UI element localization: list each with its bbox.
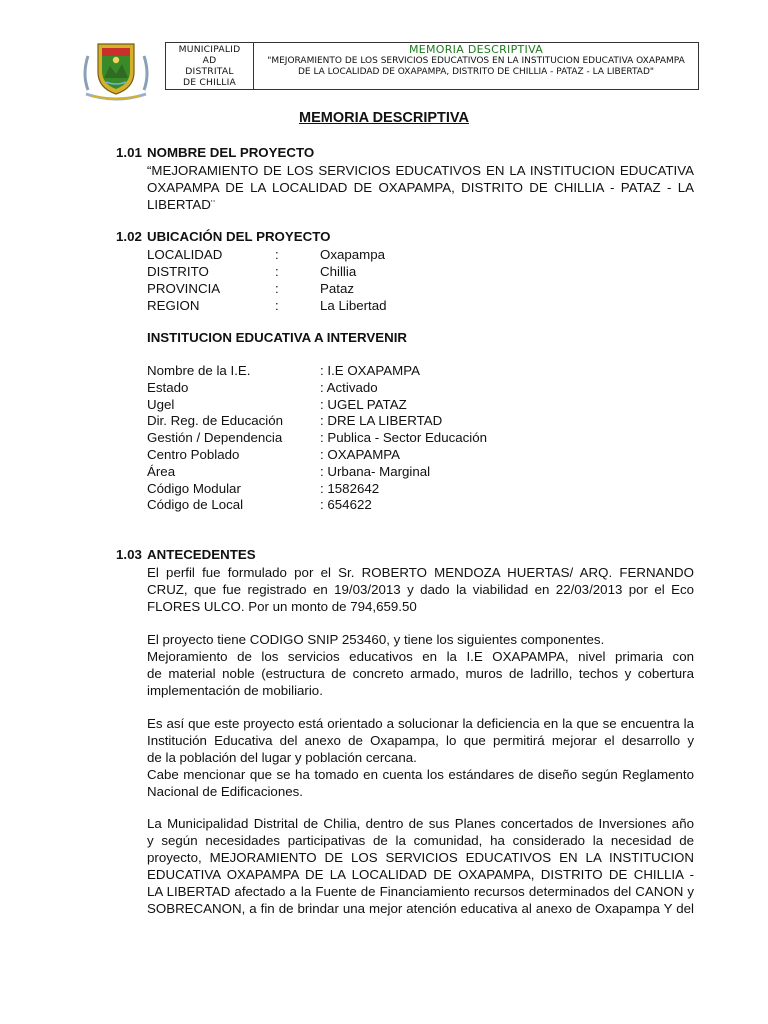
institution-row: [147, 447, 487, 464]
location-table: [147, 246, 387, 314]
header-project: [254, 43, 698, 89]
text-line: El proyecto tiene CODIGO SNIP 253460, y tiene los siguientes componentes.: [147, 632, 605, 647]
section-number: 1.02: [116, 229, 142, 244]
institution-label: Centro Poblado: [147, 446, 240, 462]
location-sep: :: [275, 247, 279, 262]
location-value: Pataz: [320, 281, 355, 296]
text-line: “MEJORAMIENTO DE LOS SERVICIOS EDUCATIVOS EN LA INSTITUCION EDUCATIVA: [147, 163, 694, 178]
institution-value: : Publica - Sector Educación: [320, 430, 488, 446]
section-title: UBICACIÓN DEL PROYECTO: [147, 229, 331, 244]
text-line: y según necesidades participativas de la comunidad, ha considerado la necesidad de: [147, 833, 694, 848]
antecedentes-paragraph-3: [147, 715, 694, 800]
institution-row: [147, 363, 487, 380]
text-line: OXAPAMPA DE LA LOCALIDAD DE OXAPAMPA, DISTRITO DE CHILLIA - PATAZ - LA: [147, 180, 694, 195]
municipality-line: DISTRITAL: [185, 66, 234, 77]
institution-row: [147, 380, 487, 397]
institution-value: : 654622: [320, 497, 372, 513]
document-title: MEMORIA DESCRIPTIVA: [299, 110, 469, 126]
institution-row: [147, 430, 487, 447]
section-title: ANTECEDENTES: [147, 547, 256, 562]
institution-row: [147, 397, 487, 414]
institution-row: [147, 464, 487, 481]
institution-row: [147, 413, 487, 430]
location-row: [147, 263, 387, 280]
section-heading-1-02: [116, 229, 330, 244]
institution-value: : DRE LA LIBERTAD: [320, 413, 443, 429]
institution-label: Código Modular: [147, 480, 241, 496]
municipality-line: MUNICIPALID: [178, 44, 241, 55]
institution-value: : UGEL PATAZ: [320, 396, 407, 412]
header-title: MEMORIA DESCRIPTIVA: [408, 43, 544, 56]
location-sep: :: [275, 281, 279, 296]
antecedentes-paragraph-1: [147, 564, 694, 615]
text-line: LIBERTAD¨: [147, 197, 216, 212]
text-line: La Municipalidad Distrital de Chilia, dentro de sus Planes concertados de Inversiones año: [147, 816, 694, 831]
section-title: NOMBRE DEL PROYECTO: [147, 145, 315, 160]
institution-table: [147, 363, 487, 514]
institution-label: Ugel: [147, 396, 175, 412]
institution-row: [147, 497, 487, 514]
text-line: Cabe mencionar que se ha tomado en cuenta los estándares de diseño según Reglamento: [147, 767, 694, 782]
text-line: Institución Educativa del anexo de Oxapampa, lo que permitirá mejorar el desarrollo y: [147, 733, 694, 748]
text-line: SOBRECANON, a fin de brindar una mejor atención educativa al anexo de Oxapampa Y del: [147, 901, 694, 916]
section-heading-1-03: [116, 547, 256, 562]
institution-row: [147, 481, 487, 498]
location-row: [147, 246, 387, 263]
location-sep: :: [275, 298, 279, 313]
institution-label: Gestión / Dependencia: [147, 430, 283, 446]
institution-label: Área: [147, 463, 176, 479]
institution-value: : Activado: [320, 379, 378, 395]
institution-label: Código de Local: [147, 497, 244, 513]
text-line: de la población del lugar y población cercana.: [147, 750, 417, 765]
institution-value: : 1582642: [320, 480, 380, 496]
text-line: EDUCATIVA OXAPAMPA DE LA LOCALIDAD DE OXAPAMPA, DISTRITO DE CHILLIA -: [147, 867, 694, 882]
text-line: LA LIBERTAD afectado a la Fuente de Financiamiento recursos determinados del CANON y: [147, 884, 694, 899]
location-value: Oxapampa: [320, 247, 386, 262]
text-line: proyecto, MEJORAMIENTO DE LOS SERVICIOS EDUCATIVOS EN LA INSTITUCION: [147, 850, 694, 865]
text-line: CRUZ, que fue registrado en 19/03/2013 y dado la viabilidad en 22/03/2013 por el Eco: [147, 582, 694, 597]
text-line: FLORES ULCO. Por un monto de 794,659.50: [147, 599, 417, 614]
institution-label: Nombre de la I.E.: [147, 363, 251, 378]
section-number: 1.03: [116, 547, 142, 562]
text-line: implementación de mobiliario.: [147, 683, 323, 698]
location-row: [147, 297, 387, 314]
institution-label: Dir. Reg. de Educación: [147, 413, 284, 429]
text-line: Es así que este proyecto está orientado a solucionar la deficiencia en la que se encuentra la: [147, 716, 694, 731]
municipality-line: DE CHILLIA: [182, 77, 237, 88]
location-label: REGION: [147, 298, 200, 313]
location-label: DISTRITO: [147, 264, 209, 279]
header-subtitle: "MEJORAMIENTO DE LOS SERVICIOS EDUCATIVOS EN LA INSTITUCION EDUCATIVA OXAPAMPA DE LA LOCALIDAD DE OXAPAMPA, DISTRITO DE CHILLIA - PATAZ - LA LIBERTAD": [267, 56, 685, 77]
text-line: Mejoramiento de los servicios educativos en la I.E OXAPAMPA, nivel primaria con: [147, 649, 694, 664]
location-row: [147, 280, 387, 297]
antecedentes-paragraph-4: [147, 815, 694, 917]
municipal-crest-logo: [78, 38, 154, 102]
institution-value: : OXAPAMPA: [320, 446, 401, 462]
institution-value: : Urbana- Marginal: [320, 463, 431, 479]
text-line: El perfil fue formulado por el Sr. ROBERTO MENDOZA HUERTAS/ ARQ. FERNANDO: [147, 565, 694, 580]
section-heading-1-01: [116, 145, 314, 160]
header-box: [165, 42, 699, 90]
text-line: de material noble (estructura de concreto armado, muros de ladrillo, techos y cobertura: [147, 666, 694, 681]
location-label: PROVINCIA: [147, 281, 221, 296]
section-number: 1.01: [116, 145, 142, 160]
municipality-name: [166, 43, 254, 89]
institution-label: Estado: [147, 379, 189, 395]
location-value: La Libertad: [320, 298, 387, 313]
location-value: Chillia: [320, 264, 357, 279]
institution-value: : I.E OXAPAMPA: [320, 363, 420, 378]
location-label: LOCALIDAD: [147, 247, 223, 262]
institution-subheading: INSTITUCION EDUCATIVA A INTERVENIR: [147, 330, 408, 345]
text-line: Nacional de Edificaciones.: [147, 784, 303, 799]
project-name-text: [147, 162, 694, 213]
municipality-line: AD: [202, 55, 217, 66]
antecedentes-paragraph-2: [147, 631, 694, 699]
location-sep: :: [275, 264, 279, 279]
